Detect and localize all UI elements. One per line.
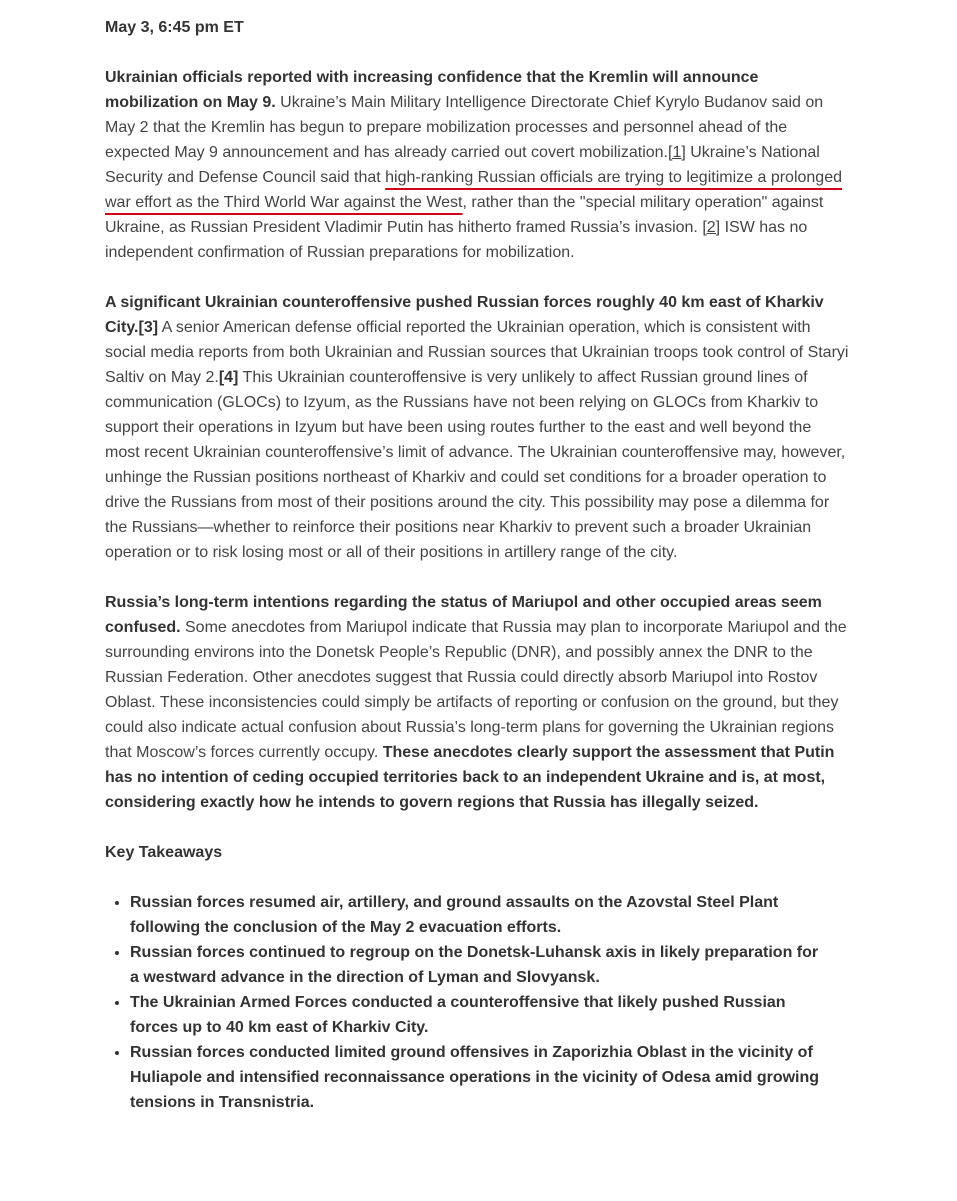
list-item: • The Ukrainian Armed Forces conducted a counteroffensive that likely pushed Russian forces up to 40 km east of Kharkiv City.: [130, 990, 850, 1040]
paragraph-text: Some anecdotes from Mariupol indicate that Russia may plan to incorporate Mariupol and the surrounding environs into the Donetsk People’s Republic (DNR), and possibly annex the DNR to the Russian Federation. Other anecdotes suggest that Russia could directly absorb Mariupol into Rostov Oblast. These inconsistencies could simply be artifacts of reporting or confusion on the ground, but they could also indicate actual confusion about Russia’s long-term plans for governing the Ukrainian regions that Moscow’s forces currently occupy.: [105, 619, 847, 761]
paragraph-mobilization: [105, 65, 850, 265]
key-takeaways-list: [105, 890, 850, 1115]
paragraph-text: This Ukrainian counteroffensive is very unlikely to affect Russian ground lines of communication (GLOCs) to Izyum, as the Russians have not been relying on GLOCs from Kharkiv to support their operations in Izyum but have been using routes further to the east and well beyond the most recent Ukrainian counteroffensive’s limit of advance. The Ukrainian counteroffensive may, however, unhinge the Russian positions northeast of Kharkiv and could set conditions for a broader operation to drive the Russians from most of their positions around the city. This possibility may pose a dilemma for the Russians—whether to reinforce their positions near Kharkiv to prevent such a broader Ukrainian operation or to risk losing most or all of their positions in artillery range of the city.: [105, 369, 846, 561]
footnote-link-1[interactable]: [1]: [668, 144, 686, 161]
key-takeaways-heading: Key Takeaways: [105, 844, 223, 861]
footnote-ref-4: [4]: [218, 369, 239, 386]
paragraph-conclusion: These anecdotes clearly support the assessment that Putin has no intention of ceding occupied territories back to an independent Ukraine and is, at most, considering exactly how he intends to govern regions that Russia has illegally seized.: [105, 744, 835, 811]
list-item: • Russian forces resumed air, artillery, and ground assaults on the Azovstal Steel Plant following the conclusion of the May 2 evacuation efforts.: [130, 890, 850, 940]
list-item: • Russian forces continued to regroup on the Donetsk-Luhansk axis in likely preparation for a westward advance in the direction of Lyman and Slovyansk.: [130, 940, 850, 990]
footnote-ref-3: [3]: [138, 319, 159, 336]
paragraph-lead: Russia’s long-term intentions regarding the status of Mariupol and other occupied areas seem confused.: [105, 594, 822, 636]
paragraph-mariupol: [105, 590, 850, 815]
dateline: May 3, 6:45 pm ET: [105, 19, 244, 36]
paragraph-text: A senior American defense official reported the Ukrainian operation, which is consistent with social media reports from both Ukrainian and Russian sources that Ukrainian troops took control of Staryi Saltiv on May 2.: [105, 319, 849, 386]
paragraph-text: Ukraine’s National Security and Defense Council said that: [105, 144, 820, 186]
paragraph-text: ISW has no independent confirmation of Russian preparations for mobilization.: [105, 219, 808, 261]
paragraph-counteroffensive: [105, 290, 850, 565]
paragraph-text: Ukraine’s Main Military Intelligence Directorate Chief Kyrylo Budanov said on May 2 that the Kremlin has begun to prepare mobilization processes and personnel ahead of the expected May 9 announcement and has already carried out covert mobilization.: [105, 94, 824, 161]
list-item: • Russian forces conducted limited ground offensives in Zaporizhia Oblast in the vicinity of Huliapole and intensified reconnaissance operations in the vicinity of Odesa amid growing tensions in Transnistria.: [130, 1040, 850, 1115]
highlighted-text: high-ranking Russian officials are trying to legitimize a prolonged war effort as the Third World War against the West: [105, 169, 842, 211]
article-body: [105, 15, 850, 1115]
paragraph-text: , rather than the "special military operation" against Ukraine, as Russian President Vladimir Putin has hitherto framed Russia’s invasion.: [105, 194, 824, 236]
paragraph-lead: A significant Ukrainian counteroffensive pushed Russian forces roughly 40 km east of Kharkiv City.: [105, 294, 824, 336]
footnote-link-2[interactable]: [2]: [702, 219, 721, 236]
paragraph-lead: Ukrainian officials reported with increasing confidence that the Kremlin will announce mobilization on May 9.: [105, 69, 759, 111]
